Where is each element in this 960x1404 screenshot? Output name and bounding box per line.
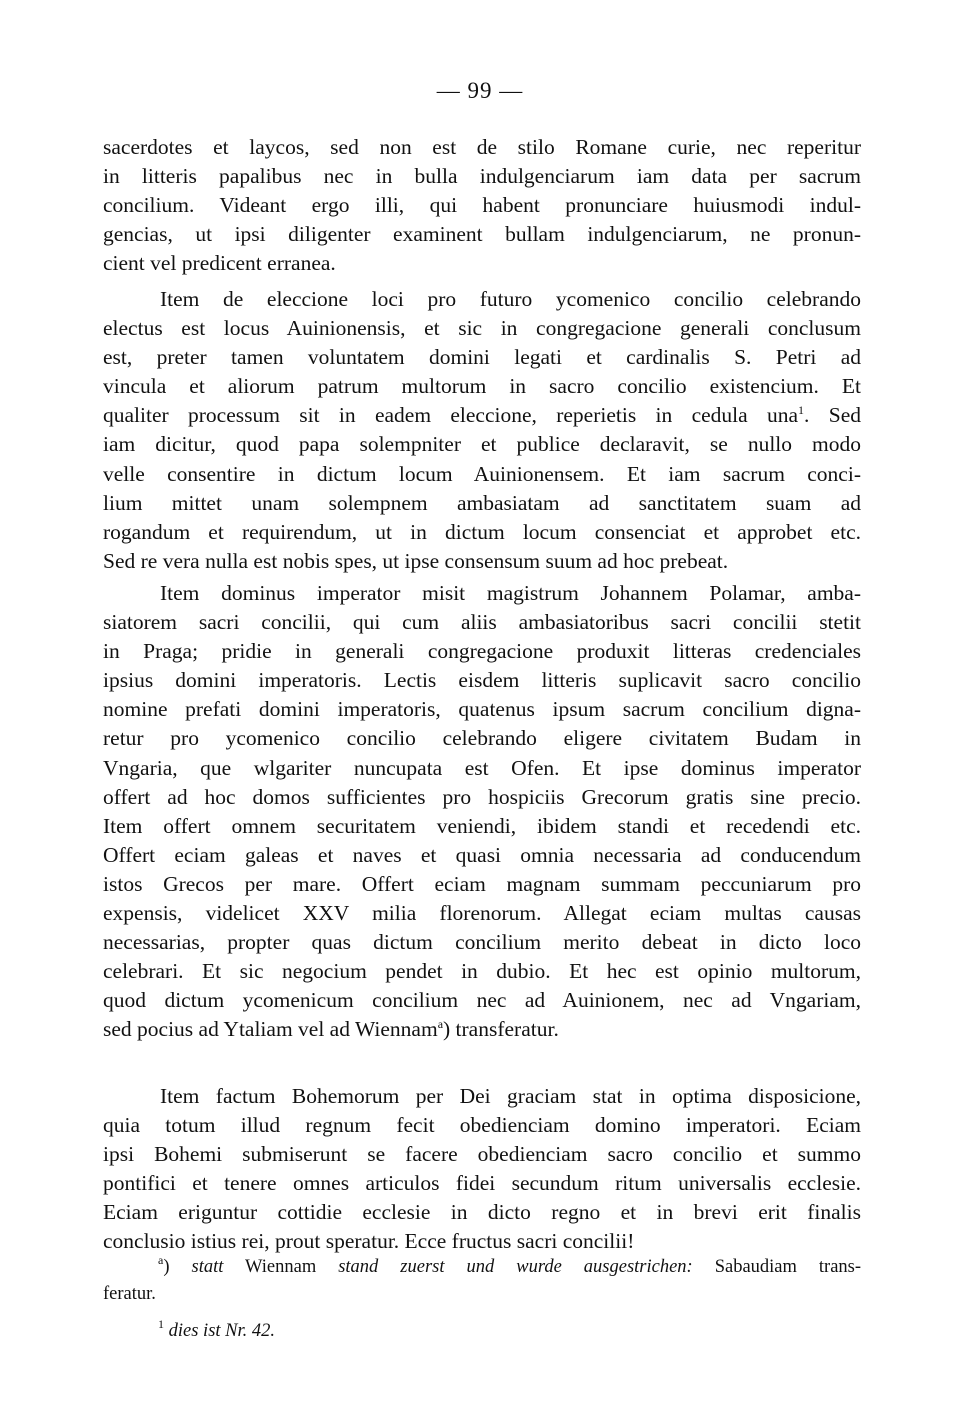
text-line: quod dictum ycomenicum concilium nec ad Auinionem, nec ad Vngariam, <box>103 988 861 1013</box>
footnote-text: dies ist Nr. 42. <box>168 1321 276 1341</box>
text-line: in Praga; pridie in generali congregacione produxit litteras credenciales <box>103 639 861 664</box>
footnote-word: Sabaudiam trans- <box>714 1257 862 1277</box>
footnote-a <box>103 1254 861 1308</box>
footnote-line: feratur. <box>103 1284 156 1304</box>
text-line: lium mittet unam solempnem ambasiatam ad sanctitatem suam ad <box>103 490 861 515</box>
paragraph-1 <box>103 133 861 278</box>
paragraph-4 <box>103 1082 861 1257</box>
footnote-ref-1: 1 <box>798 403 805 418</box>
text-line: Item de eleccione loci pro futuro ycomenico concilio celebrando <box>160 287 861 311</box>
footnote-word: Wiennam <box>245 1257 317 1277</box>
text-line: concilium. Videant ergo illi, qui habent pronunciare huiusmodi indul- <box>103 193 861 218</box>
footnote-italic: stand zuerst und wurde ausgestrichen: <box>338 1257 693 1277</box>
footnote-ref-a: a <box>437 1017 444 1032</box>
text-line: ipsi Bohemi submiserunt se facere obedienciam sacro concilio et summo <box>103 1142 861 1167</box>
footnote-line <box>103 1254 861 1281</box>
text-segment: ) transferatur. <box>443 1017 559 1042</box>
text-line: vincula et aliorum patrum multorum in sacro concilio existencium. Et <box>103 374 861 399</box>
text-line: necessarias, propter quas dictum concilium merito debeat in dicto loco <box>103 930 861 955</box>
text-line: gencias, ut ipsi diligenter examinent bullam indulgenciarum, ne pronun- <box>103 222 861 247</box>
text-line: in litteris papalibus nec in bulla indulgenciarum iam data per sacrum <box>103 164 861 189</box>
footnote-1 <box>158 1318 916 1345</box>
text-line: Vngaria, que wlgariter nuncupata est Ofen. Et ipse dominus imperator <box>103 755 861 780</box>
text-line: celebrari. Et sic negocium pendet in dubio. Et hec est opinio multorum, <box>103 959 861 984</box>
text-line: Sed re vera nulla est nobis spes, ut ipse consensum suum ad hoc prebeat. <box>103 548 729 573</box>
footnote-italic: statt <box>191 1257 224 1277</box>
footnote-marker: 1 <box>158 1317 164 1331</box>
text-line: rogandum et requirendum, ut in dictum locum consenciat et approbet etc. <box>103 519 861 544</box>
text-line: conclusio istius rei, prout speratur. Ecce fructus sacri concilii! <box>103 1229 635 1254</box>
text-line: velle consentire in dictum locum Auinionensem. Et iam sacrum conci- <box>103 461 861 486</box>
footnote-marker-paren: ) <box>163 1257 170 1277</box>
text-line: Offert eciam galeas et naves et quasi omnia necessaria ad conducendum <box>103 842 861 867</box>
text-segment: qualiter processum sit in eadem eleccione, reperietis in cedula una <box>103 403 799 428</box>
text-line: electus est locus Auinionensis, et sic in congregacione generali conclusum <box>103 316 861 341</box>
page-number: — 99 — <box>436 78 524 103</box>
text-line: nomine prefati domini imperatoris, quatenus ipsum sacrum concilium digna- <box>103 697 861 722</box>
footnote-line <box>158 1318 916 1345</box>
text-line <box>103 401 861 430</box>
text-line: retur pro ycomenico concilio celebrando eligere civitatem Budam in <box>103 726 861 751</box>
text-line: pontifici et tenere omnes articulos fidei secundum ritum universalis ecclesie. <box>103 1171 861 1196</box>
text-segment: sed pocius ad Ytaliam vel ad Wiennam <box>103 1017 438 1042</box>
footnote-marker: a <box>158 1253 164 1267</box>
text-line: ipsius domini imperatoris. Lectis eisdem litteris suplicavit sacro concilio <box>103 668 861 693</box>
text-line: istos Grecos per mare. Offert eciam magnam summam peccuniarum pro <box>103 871 861 896</box>
text-line: Eciam eriguntur cottidie ecclesie in dicto regno et in brevi erit finalis <box>103 1200 861 1225</box>
text-line: siatorem sacri concilii, qui cum aliis ambasiatoribus sacri concilii stetit <box>103 610 861 635</box>
text-line: Item dominus imperator misit magistrum Johannem Polamar, amba- <box>160 581 861 605</box>
text-line: cient vel predicent erranea. <box>103 251 336 276</box>
paragraph-3 <box>103 579 861 1045</box>
text-line: expensis, videlicet XXV milia florenorum. Allegat eciam multas causas <box>103 901 861 926</box>
text-line <box>103 1015 861 1044</box>
text-line: sacerdotes et laycos, sed non est de stilo Romane curie, nec reperitur <box>103 135 861 159</box>
text-line: Item factum Bohemorum per Dei graciam stat in optima disposicione, <box>160 1084 861 1108</box>
text-line: offert ad hoc domos sufficientes pro hospiciis Grecorum gratis sine precio. <box>103 784 861 809</box>
text-line: quia totum illud regnum fecit obedienciam domino imperatori. Eciam <box>103 1113 861 1138</box>
text-line: iam dicitur, quod papa solempniter et publice declaravit, se nullo modo <box>103 432 861 457</box>
paragraph-2 <box>103 285 861 576</box>
text-line: Item offert omnem securitatem veniendi, ibidem standi et recedendi etc. <box>103 813 861 838</box>
text-segment: . Sed <box>804 403 861 428</box>
text-line: est, preter tamen voluntatem domini legati et cardinalis S. Petri ad <box>103 345 861 370</box>
